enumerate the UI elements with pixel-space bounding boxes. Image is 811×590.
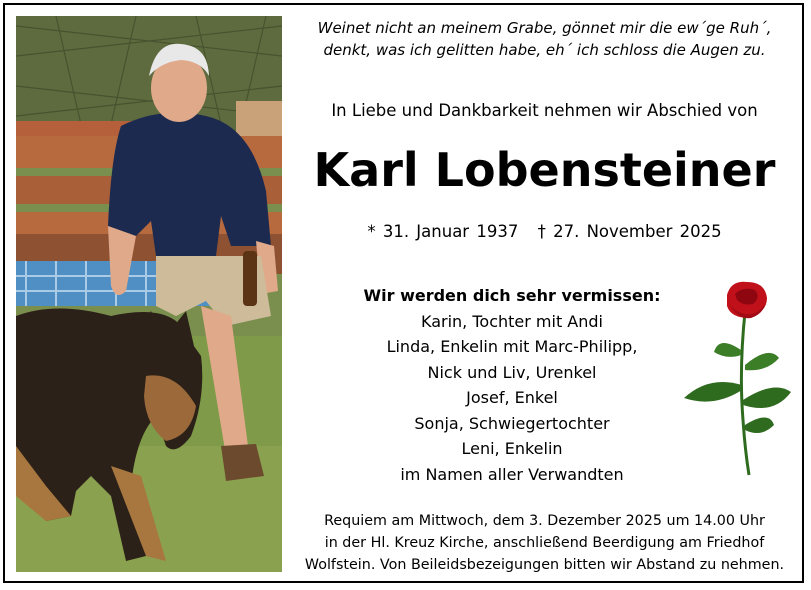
mourner-line: Josef, Enkel (466, 388, 558, 407)
mourner-line: im Namen aller Verwandten (400, 464, 624, 484)
mourner-line: Nick und Liv, Urenkel (427, 362, 597, 382)
portrait-photo (16, 16, 282, 572)
mourners-list (362, 283, 662, 487)
memorial-quote (292, 17, 797, 61)
mourner-line: Sonja, Schwiegertochter (414, 413, 610, 433)
quote-line-2: denkt, was ich gelitten habe, eh´ ich schloss die Augen zu. (323, 41, 766, 59)
text-column (292, 0, 797, 590)
life-dates (292, 222, 797, 241)
rose-icon (679, 280, 794, 480)
quote-line-1: Weinet nicht an meinem Grabe, gönnet mir die ew´ge Ruh´, (317, 19, 772, 37)
funeral-service-info (292, 510, 797, 576)
mourner-line: Linda, Enkelin mit Marc-Philipp, (386, 337, 638, 356)
service-line-2: in der Hl. Kreuz Kirche, anschließend Beerdigung am Friedhof (324, 535, 765, 551)
mourner-line: Leni, Enkelin (461, 439, 563, 458)
deceased-name: Karl Lobensteiner (313, 143, 776, 197)
birth-date: * 31. Januar 1937 (367, 222, 519, 241)
service-line-1: Requiem am Mittwoch, dem 3. Dezember 2025 um 14.00 Uhr (324, 513, 765, 529)
service-line-3: Wolfstein. Von Beileidsbezeigungen bitten wir Abstand zu nehmen. (304, 557, 785, 573)
death-date: † 27. November 2025 (537, 222, 722, 241)
mourners-heading: Wir werden dich sehr vermissen: (363, 286, 661, 305)
mourner-line: Karin, Tochter mit Andi (421, 311, 603, 331)
farewell-intro: In Liebe und Dankbarkeit nehmen wir Abschied von (331, 101, 758, 120)
